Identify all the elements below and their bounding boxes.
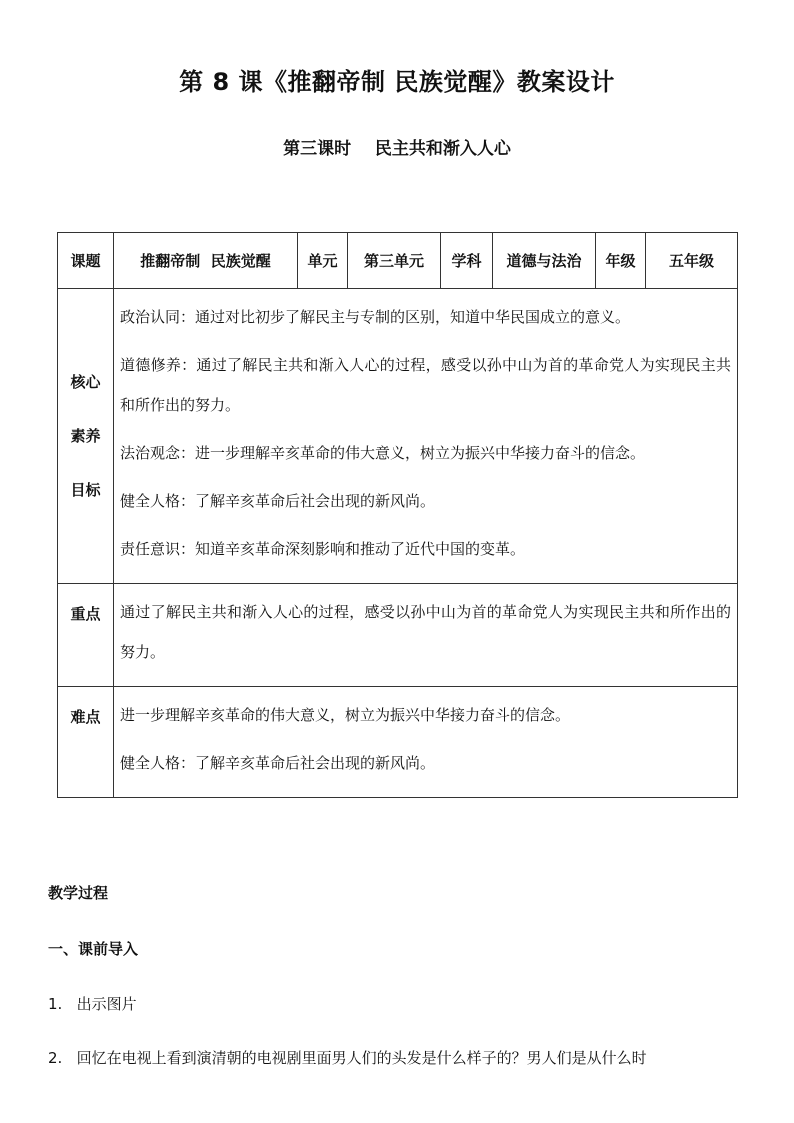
subject-label: 学科 [441,233,493,289]
difficulties-content [114,687,738,798]
core-goal-political: 政治认同：通过对比初步了解民主与专制的区别，知道中华民国成立的意义。 [120,308,631,326]
topic-label: 课题 [58,233,114,289]
section-intro-heading: 一、课前导入 [48,940,139,958]
core-goal-law: 法治观念：进一步理解辛亥革命的伟大意义，树立为振兴中华接力奋斗的信念。 [120,444,646,462]
difficulties-label: 难点 [58,687,114,798]
page-title: 第 8 课《推翻帝制 民族觉醒》教案设计 [179,68,615,96]
subject-value: 道德与法治 [493,233,596,289]
page-subtitle: 第三课时 民主共和渐入人心 [283,139,511,159]
table-header-row [58,233,738,289]
key-points-row [58,584,738,687]
core-goals-label-line: 目标 [70,481,101,499]
core-goals-label-line: 素养 [70,427,101,445]
topic-value: 推翻帝制 民族觉醒 [114,233,298,289]
core-goals-label [58,289,114,584]
unit-value: 第三单元 [348,233,441,289]
core-goal-moral: 道德修养：通过了解民主共和渐入人心的过程，感受以孙中山为首的革命党人为实现民主共和所作出的努力。 [120,356,731,414]
process-heading: 教学过程 [48,884,109,902]
key-points-content [114,584,738,687]
grade-value: 五年级 [646,233,738,289]
lesson-info-table [57,232,738,798]
difficulties-row [58,687,738,798]
core-goal-personality: 健全人格：了解辛亥革命后社会出现的新风尚。 [120,492,436,510]
process-step: 1. 出示图片 [48,995,137,1013]
process-step: 2. 回忆在电视上看到演清朝的电视剧里面男人们的头发是什么样子的？男人们是从什么时 [48,1049,647,1067]
unit-label: 单元 [298,233,348,289]
difficulty-item: 健全人格：了解辛亥革命后社会出现的新风尚。 [120,754,436,772]
core-goals-content [114,289,738,584]
core-goals-label-line: 核心 [70,373,101,391]
core-goal-responsibility: 责任意识：知道辛亥革命深刻影响和推动了近代中国的变革。 [120,540,526,558]
key-points-text: 通过了解民主共和渐入人心的过程，感受以孙中山为首的革命党人为实现民主共和所作出的努力。 [120,603,731,661]
key-points-label: 重点 [58,584,114,687]
core-goals-row [58,289,738,584]
grade-label: 年级 [596,233,646,289]
difficulty-item: 进一步理解辛亥革命的伟大意义，树立为振兴中华接力奋斗的信念。 [120,706,571,724]
